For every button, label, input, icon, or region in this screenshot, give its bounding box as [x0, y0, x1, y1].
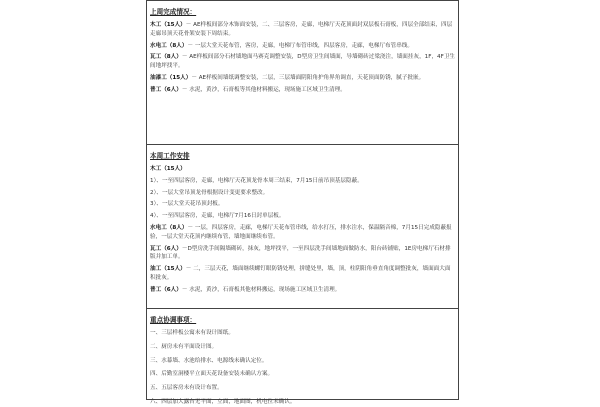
work-line: 4）、一至四层客房，走廊，电梯厅7月16日封单层板。	[150, 213, 285, 220]
work-line: － 二，三层天花，墙面继续螺钉眼防锈处理，拼缝处里，墙，顶，柱阴阳角垂直角度调整批灰，墙面面大面积批灰。	[150, 266, 451, 281]
this-week-title: 本周工作安排	[150, 152, 190, 160]
coordination-title: 重点协调事项：	[150, 316, 197, 324]
group-label: 油工（15人）	[150, 266, 186, 273]
work-group	[150, 165, 455, 174]
work-line: 3）、一层大堂天花吊顶封板。	[150, 201, 224, 208]
group-label: 瓦工（6人）	[150, 245, 182, 252]
last-week-item	[150, 86, 455, 95]
work-line: 2）、一层大堂吊顶龙骨根据设计变更要求整改。	[150, 189, 269, 196]
last-week-item	[150, 53, 455, 71]
work-group	[150, 224, 455, 242]
coordination-item: 六、四层加大露台无平面，立面，地面图，机电位未确认。	[150, 398, 296, 405]
item-text: － AE样板间墙纸调整安装，二层，三层墙面阴阳角护角界角调直，天花顶面防锈，腻子批嵌。	[191, 74, 425, 81]
last-week-title: 上周完成情况：	[150, 8, 197, 16]
item-label: 木工（15人）	[150, 22, 186, 28]
coordination-item: 三、水幕墙、水池给排水、电源线未确认定位。	[150, 357, 268, 364]
this-week-section	[147, 144, 458, 308]
group-label: 水电工（8人）	[150, 224, 188, 231]
group-label: 普工（6人）	[150, 286, 182, 293]
item-label: 油漆工（15人）	[150, 74, 192, 81]
last-week-item	[150, 74, 455, 83]
report-document	[146, 0, 459, 405]
item-label: 瓦工（8人）	[150, 54, 182, 61]
group-label: 木工（15人）	[150, 166, 186, 172]
work-group	[150, 286, 455, 295]
item-text: － 水泥，黄沙，石膏板等其他材料搬运，现场施工区域卫生清理。	[181, 86, 346, 93]
coordination-item: 四、后勤室洞楼平立面天花设备安装未确认方案。	[150, 371, 274, 378]
work-group	[150, 245, 455, 263]
coordination-section	[147, 308, 458, 405]
item-text: － AE样板间部分石材墙地面马赛克调整安装，D型房卫生间墙面，导墙砌砖过梁浇注，墙面挂灰，1F，4F卫生间地坪找平。	[150, 54, 456, 70]
coordination-item: 一、三层样板公寓未有设计图纸。	[150, 330, 234, 336]
last-week-section	[147, 0, 458, 144]
item-text: － 一层大堂天花布管，客房，走廊，电梯厅布管串线，四层客房，走廊，电梯厅布管串线。	[187, 42, 413, 49]
coordination-item: 五、五层客房未有设计布置。	[150, 385, 223, 392]
work-group	[150, 265, 455, 283]
item-label: 水电工（8人）	[150, 42, 188, 49]
work-line: － 一层，四层客房，走廊，电梯厅天花布管串线，给水打压，排水注水，保温隔音棉，7月15日完成隐蔽报验，一层大堂天花顶内继续布管，墙地面继续布管。	[150, 224, 452, 240]
coordination-item: 二、厨房未有平面设计图。	[150, 343, 218, 350]
work-line: － 水泥，黄沙，石膏板其他材料搬运，现场施工区域卫生清理。	[181, 286, 341, 293]
item-label: 普工（6人）	[150, 86, 182, 93]
work-line: －D型房洗手间隔墙砌砖，抹灰，地坪找平，一至四层洗手间墙地面做防水，阳台砖铺贴，1E房电梯厅石材排版并加工单。	[150, 245, 451, 261]
work-line: 1）、一至四层客房，走廊，电梯厅天花顶龙骨本周三结束，7月15日前吊顶基层隐蔽。	[150, 177, 363, 184]
item-text: － AE样板间部分木饰面安装，二、三层客房，走廊，电梯厅天花顶面封双层板石膏板，四层全部结束，四层走廊吊顶天花骨架安装下周结束。	[150, 22, 453, 37]
last-week-item	[150, 42, 455, 51]
last-week-item	[150, 21, 455, 39]
